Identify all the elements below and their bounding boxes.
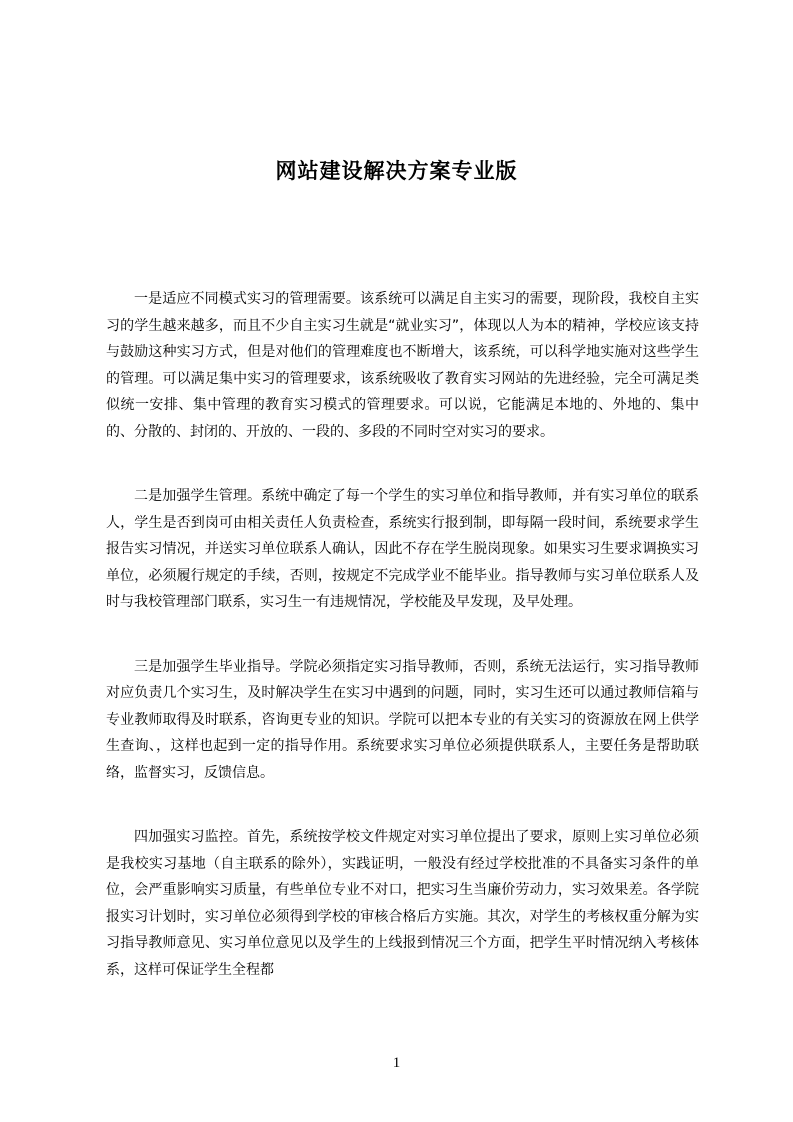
document-title: 网站建设解决方案专业版: [275, 159, 518, 184]
paragraph-1: 一是适应不同模式实习的管理需要。该系统可以满足自主实习的需要，现阶段，我校自主实习的学生越来越多，而且不少自主实习生就是“就业实习”，体现以人为本的精神，学校应该支持与鼓励这种实习方式，但是对他们的管理难度也不断增大，该系统，可以科学地实施对这些学生的管理。可以满足集中实习的管理要求，该系统吸收了教育实习网站的先进经验，完全可满足类似统一安排、集中管理的教育实习模式的管理要求。可以说，它能满足本地的、外地的、集中的、分散的、封闭的、开放的、一段的、多段的不同时空对实习的要求。: [106, 291, 699, 440]
paragraph-3: 三是加强学生毕业指导。学院必须指定实习指导教师，否则，系统无法运行，实习指导教师对应负责几个实习生，及时解决学生在实习中遇到的问题，同时，实习生还可以通过教师信箱与专业教师取得及时联系，咨询更专业的知识。学院可以把本专业的有关实习的资源放在网上供学生查询、，这样也起到一定的指导作用。系统要求实习单位必须提供联系人，主要任务是帮助联络，监督实习，反馈信息。: [106, 658, 699, 781]
document-body: [106, 286, 699, 1021]
paragraph-2: 二是加强学生管理。系统中确定了每一个学生的实习单位和指导教师，并有实习单位的联系人，学生是否到岗可由相关责任人负责检查，系统实行报到制，即每隔一段时间，系统要求学生报告实习情况，并送实习单位联系人确认，因此不存在学生脱岗现象。如果实习生要求调换实习单位，必须履行规定的手续，否则，按规定不完成学业不能毕业。指导教师与实习单位联系人及时与我校管理部门联系，实习生一有违规情况，学校能及早发现，及早处理。: [106, 488, 699, 610]
page-number: 1: [392, 1055, 401, 1071]
paragraph-4: 四加强实习监控。首先，系统按学校文件规定对实习单位提出了要求，原则上实习单位必须是我校实习基地（自主联系的除外），实践证明，一般没有经过学校批准的不具备实习条件的单位，会严重影响实习质量，有些单位专业不对口，把实习生当廉价劳动力，实习效果差。各学院报实习计划时，实习单位必须得到学校的审核合格后方实施。其次，对学生的考核权重分解为实习指导教师意见、实习单位意见以及学生的上线报到情况三个方面，把学生平时情况纳入考核体系，这样可保证学生全程都: [106, 829, 699, 978]
